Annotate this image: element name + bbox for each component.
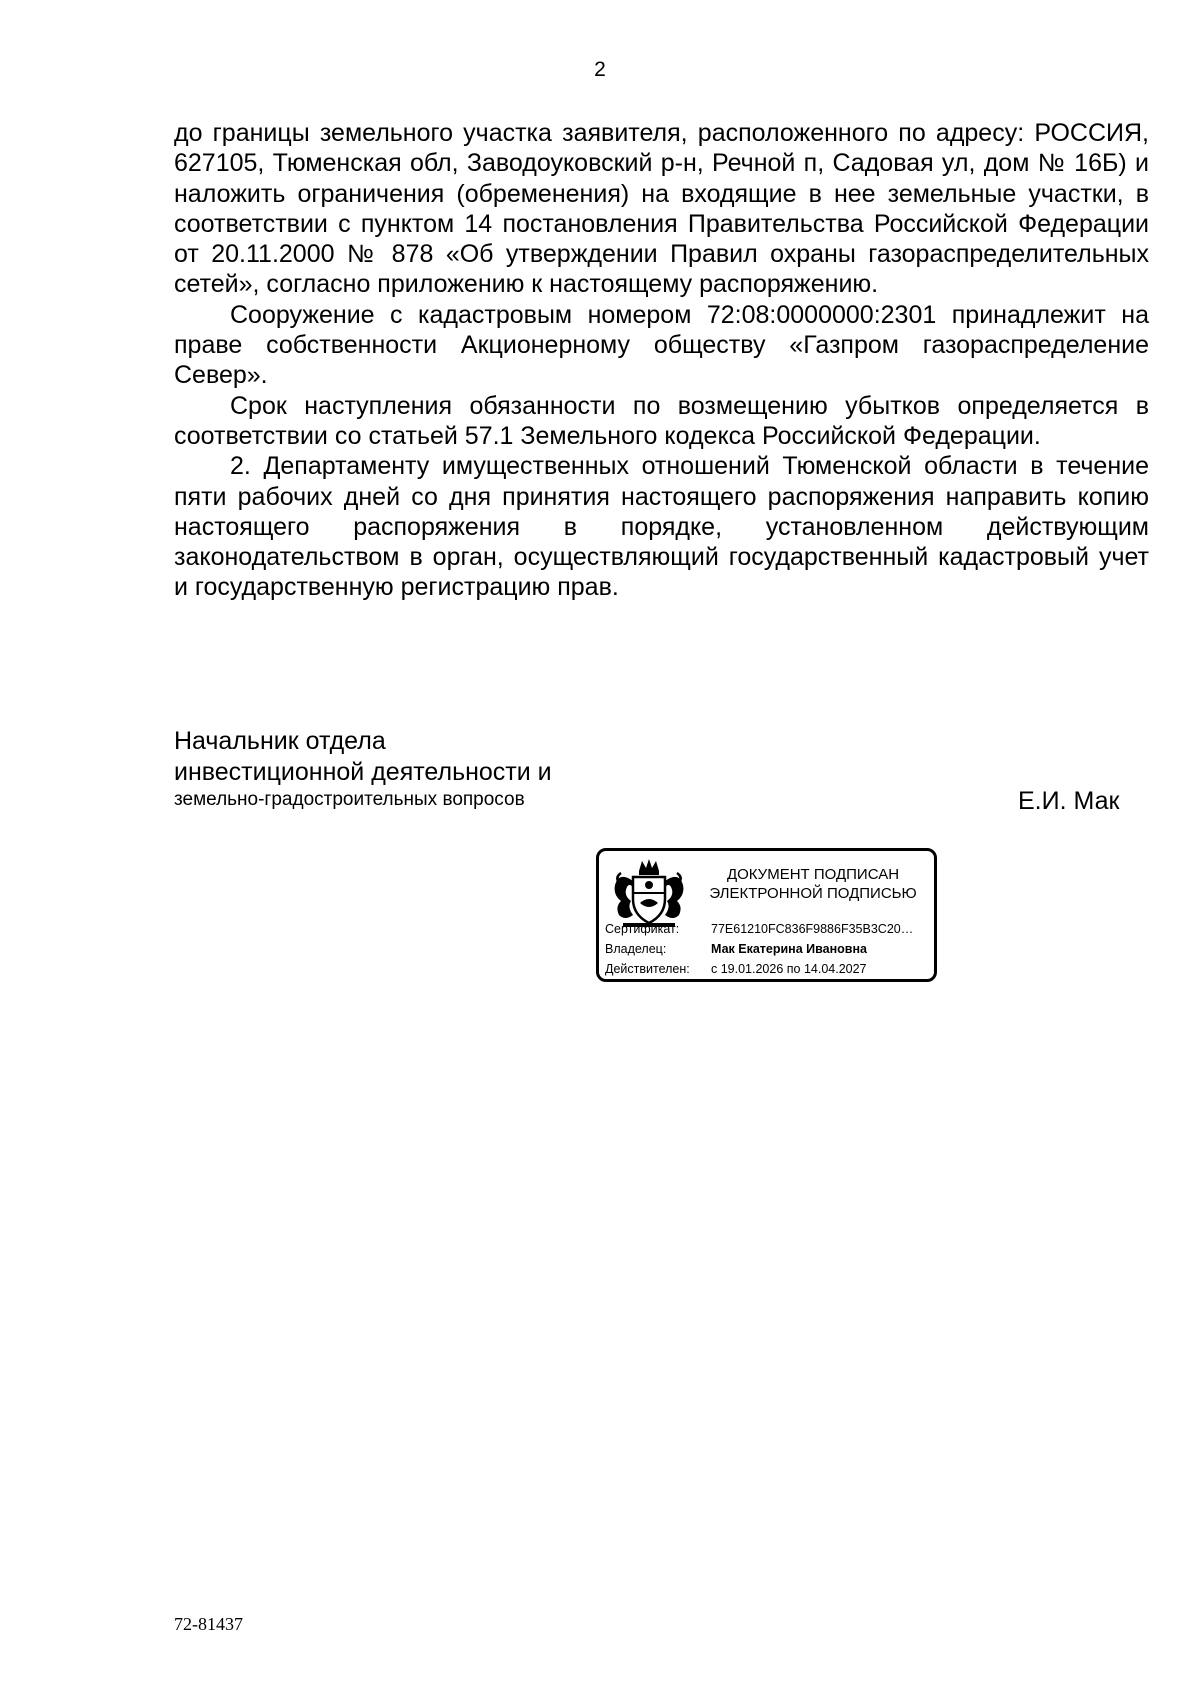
validity-label: Действителен: [605,962,690,976]
owner-label: Владелец: [605,942,667,956]
tyumen-coat-of-arms-icon [609,857,689,931]
electronic-signature-stamp [596,848,937,982]
stamp-title-line-1: ДОКУМЕНТ ПОДПИСАН [726,866,900,883]
validity-value: с 19.01.2026 по 14.04.2027 [711,962,867,976]
certificate-label: Сертификат: [605,922,680,936]
paragraph-structure-ownership: Сооружение с кадастровым номером 72:08:0000000:2301 принадлежит на праве собственности Акционерному обществу «Газпром газораспределение Север». [174,300,1149,390]
signer-title-line-3: земельно-градостроительных вопросов [174,789,525,810]
signer-title-line-2: инвестиционной деятельности и [174,758,552,786]
page-number: 2 [594,58,606,81]
owner-value: Мак Екатерина Ивановна [711,942,867,956]
stamp-title [697,865,929,903]
paragraph-item-2: 2. Департаменту имущественных отношений Тюменской области в течение пяти рабочих дней со дня принятия настоящего распоряжения направить копию настоящего распоряжения в порядке, установленном действующим законодательством в орган, осуществляющий государственный кадастровый учет и государственную регистрацию прав. [174,452,1149,602]
stamp-title-line-2: ЭЛЕКТРОННОЙ ПОДПИСЬЮ [709,885,917,902]
certificate-value: 77E61210FC836F9886F35B3C20… [711,922,914,936]
document-number: 72-81437 [174,1614,243,1634]
signature-block [174,726,552,812]
document-body [174,118,1149,603]
paragraph-continuation: до границы земельного участка заявителя, расположенного по адресу: РОССИЯ, 627105, Тюменская обл, Заводоуковский р-н, Речной п, Садовая ул, дом № 16Б) и наложить ограничения (обременения) на входящие в нее земельные участки, в соответствии с пунктом 14 постановления Правительства Российской Федерации от 20.11.2000 № 878 «Об утверждении Правил охраны газораспределительных сетей», согласно приложению к настоящему распоряжению. [174,119,1149,299]
signer-title-line-1: Начальник отдела [174,727,386,755]
paragraph-damages-term: Срок наступления обязанности по возмещению убытков определяется в соответствии со статьей 57.1 Земельного кодекса Российской Федерации. [174,391,1149,450]
signer-name: Е.И. Мак [1018,787,1120,815]
